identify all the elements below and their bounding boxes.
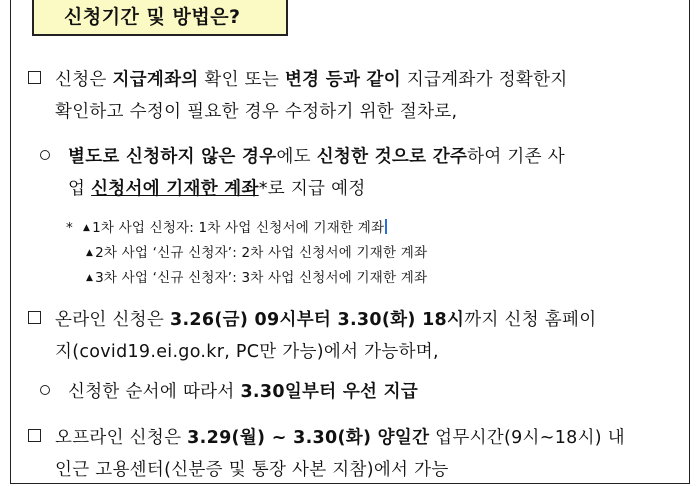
paragraph-2-line-1: 별도로 신청하지 않은 경우에도 신청한 것으로 간주하여 기존 사 — [40, 143, 565, 168]
square-bullet-icon — [28, 71, 41, 84]
note-item-2: ▲ 2차 사업 ‘신규 신청자’: 2차 사업 신청서에 기재한 계좌 — [86, 245, 428, 261]
triangle-icon: ▲ — [86, 248, 94, 258]
triangle-icon: ▲ — [86, 273, 94, 283]
paragraph-5-line-2: 인근 고용센터(신분증 및 통장 사본 지참)에서 가능 — [55, 460, 449, 480]
triangle-icon: ▲ — [82, 223, 91, 233]
paragraph-2-line-2: 업 신청서에 기재한 계좌*로 지급 예정 — [68, 179, 366, 199]
note-item-1: * ▲ 1차 사업 신청자: 1차 사업 신청서에 기재한 계좌 — [66, 216, 387, 236]
circle-bullet-icon — [40, 150, 50, 160]
paragraph-3-line-1: 온라인 신청은 3.26(금) 09시부터 3.30(화) 18시까지 신청 홈페이 — [28, 306, 596, 331]
paragraph-3-line-2: 지(covid19.ei.go.kr, PC만 가능)에서 가능하며, — [55, 342, 439, 362]
paragraph-5-line-1: 오프라인 신청은 3.29(월) ~ 3.30(화) 양일간 업무시간(9시~18시) 내 — [28, 424, 625, 449]
square-bullet-icon — [28, 429, 41, 442]
circle-bullet-icon — [40, 385, 50, 395]
section-title: 신청기간 및 방법은? — [32, 0, 288, 36]
asterisk-marker: * — [66, 220, 73, 236]
text-cursor — [385, 219, 387, 234]
paragraph-1-line-1: 신청은 지급계좌의 확인 또는 변경 등과 같이 지급계좌가 정확한지 — [28, 66, 568, 91]
note-item-3: ▲ 3차 사업 ‘신규 신청자’: 3차 사업 신청서에 기재한 계좌 — [86, 270, 428, 286]
square-bullet-icon — [28, 311, 41, 324]
paragraph-1-line-2: 확인하고 수정이 필요한 경우 수정하기 위한 절차로, — [55, 102, 458, 122]
paragraph-4-line-1: 신청한 순서에 따라서 3.30일부터 우선 지급 — [40, 378, 418, 403]
